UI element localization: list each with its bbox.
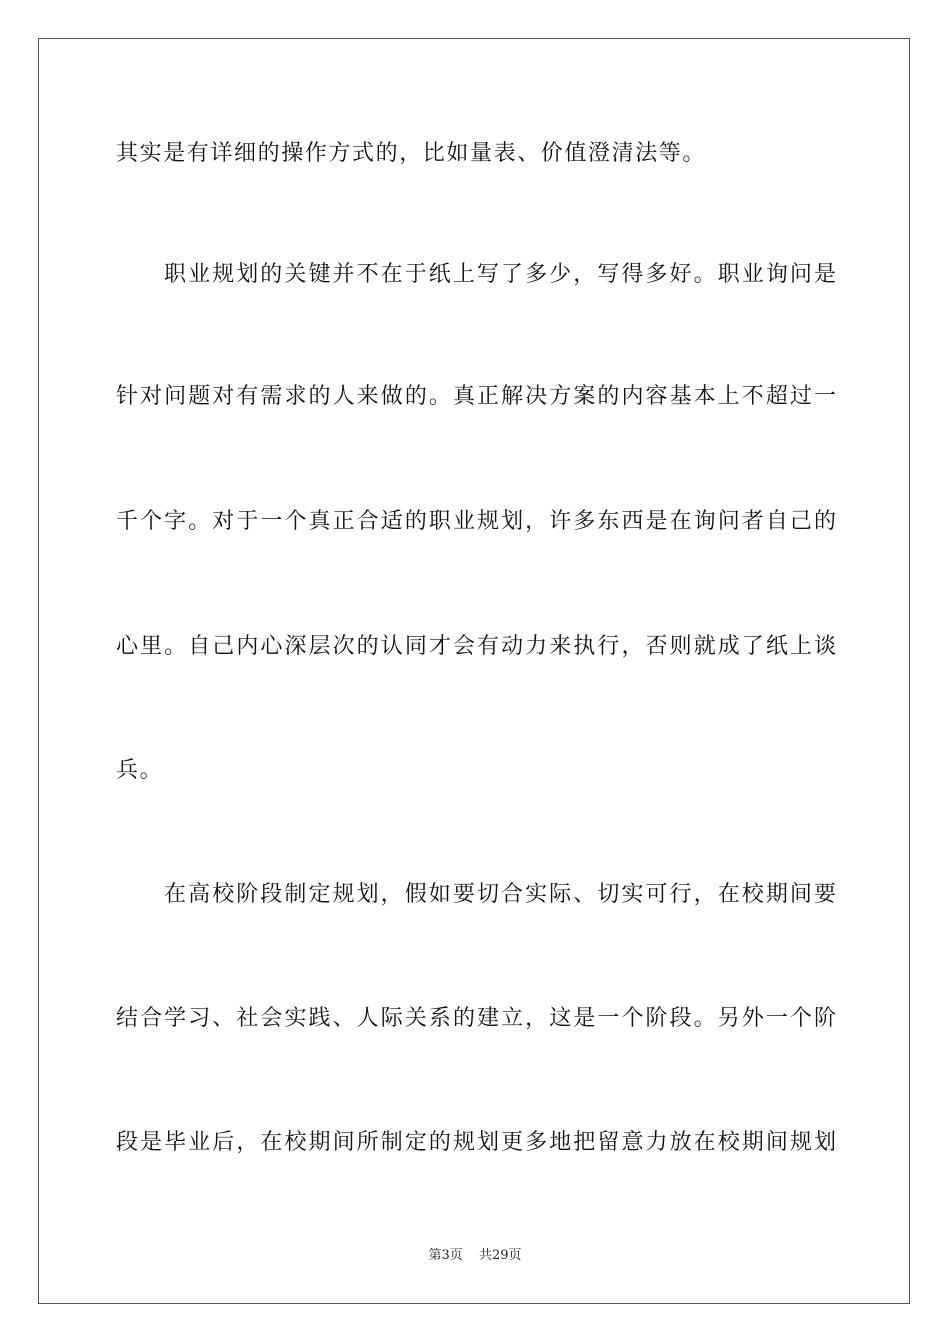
text-line-2: 职业规划的关键并不在于纸上写了多少，写得多好。职业询问是 bbox=[164, 262, 836, 287]
text-line-5: 心里。自己内心深层次的认同才会有动力来执行，否则就成了纸上谈 bbox=[116, 634, 836, 659]
text-line-6: 兵。 bbox=[116, 758, 164, 783]
text-line-3: 针对问题对有需求的人来做的。真正解决方案的内容基本上不超过一 bbox=[116, 384, 836, 409]
text-line-7: 在高校阶段制定规划，假如要切合实际、切实可行，在校期间要 bbox=[164, 882, 836, 907]
page-total: 共29页 bbox=[478, 1248, 522, 1263]
page-footer bbox=[0, 1247, 950, 1265]
page-number: 第3页 bbox=[428, 1248, 463, 1263]
text-line-9: 段是毕业后，在校期间所制定的规划更多地把留意力放在校期间规划 bbox=[116, 1130, 836, 1155]
text-line-8: 结合学习、社会实践、人际关系的建立，这是一个阶段。另外一个阶 bbox=[116, 1006, 836, 1031]
page-border bbox=[38, 38, 910, 1304]
text-line-4: 千个字。对于一个真正合适的职业规划，许多东西是在询问者自己的 bbox=[116, 509, 836, 534]
text-line-1: 其实是有详细的操作方式的，比如量表、价值澄清法等。 bbox=[116, 141, 707, 166]
